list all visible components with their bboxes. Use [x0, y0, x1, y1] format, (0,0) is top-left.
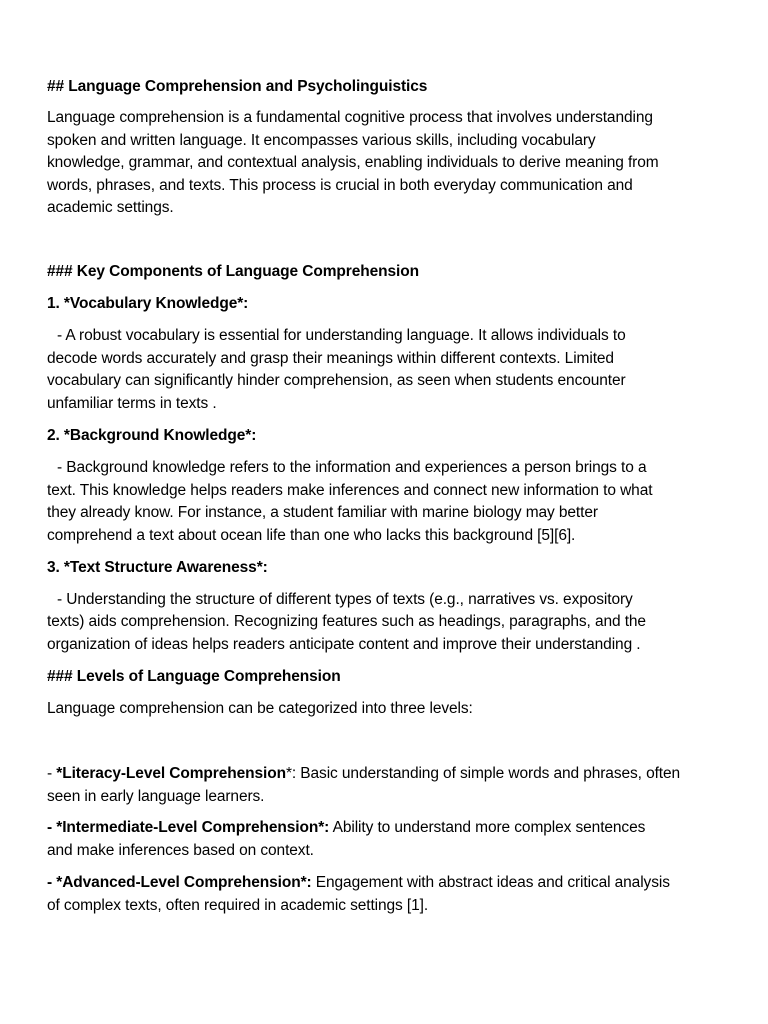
level-line [47, 817, 645, 839]
level-title: - *Advanced-Level Comprehension*: [47, 874, 312, 891]
component-line: texts) aids comprehension. Recognizing features such as headings, paragraphs, and the [47, 613, 646, 630]
levels-intro: Language comprehension can be categorized into three levels: [47, 700, 473, 717]
intro-line: Language comprehension is a fundamental cognitive process that involves understanding [47, 109, 653, 126]
intro-line: spoken and written language. It encompasses various skills, including vocabulary [47, 132, 596, 149]
component-line: - A robust vocabulary is essential for understanding language. It allows individuals to [57, 327, 626, 344]
component-line: organization of ideas helps readers anticipate content and improve their understanding . [47, 636, 641, 653]
component-title: 3. *Text Structure Awareness*: [47, 559, 268, 576]
component-line: - Understanding the structure of different types of texts (e.g., narratives vs. expository [57, 591, 633, 608]
component-line: vocabulary can significantly hinder comprehension, as seen when students encounter [47, 372, 626, 389]
level-line [47, 872, 670, 894]
level-line [47, 763, 680, 785]
level-line: of complex texts, often required in academic settings [1]. [47, 897, 429, 914]
level-description: Engagement with abstract ideas and critical analysis [311, 874, 670, 891]
level-title: *Literacy-Level Comprehension [56, 765, 286, 782]
level-line: seen in early language learners. [47, 788, 265, 805]
component-line: - Background knowledge refers to the information and experiences a person brings to a [57, 459, 647, 476]
intro-line: words, phrases, and texts. This process is crucial in both everyday communication and [47, 177, 633, 194]
heading-components: ### Key Components of Language Comprehension [47, 263, 419, 280]
heading-levels: ### Levels of Language Comprehension [47, 668, 341, 685]
component-line: they already know. For instance, a student familiar with marine biology may better [47, 504, 598, 521]
component-line: decode words accurately and grasp their meanings within different contexts. Limited [47, 350, 614, 367]
component-title: 2. *Background Knowledge*: [47, 427, 257, 444]
level-prefix: - [47, 765, 57, 782]
heading-main: ## Language Comprehension and Psycholinguistics [47, 78, 428, 95]
component-line: unfamiliar terms in texts . [47, 395, 217, 412]
level-description: Ability to understand more complex sentences [329, 819, 646, 836]
level-line: and make inferences based on context. [47, 842, 314, 859]
intro-line: academic settings. [47, 199, 174, 216]
component-title: 1. *Vocabulary Knowledge*: [47, 295, 249, 312]
level-description: *: Basic understanding of simple words and phrases, often [285, 765, 681, 782]
intro-line: knowledge, grammar, and contextual analysis, enabling individuals to derive meaning from [47, 154, 659, 171]
component-line: comprehend a text about ocean life than one who lacks this background [5][6]. [47, 527, 576, 544]
level-title: - *Intermediate-Level Comprehension*: [47, 819, 330, 836]
component-line: text. This knowledge helps readers make inferences and connect new information to what [47, 482, 653, 499]
